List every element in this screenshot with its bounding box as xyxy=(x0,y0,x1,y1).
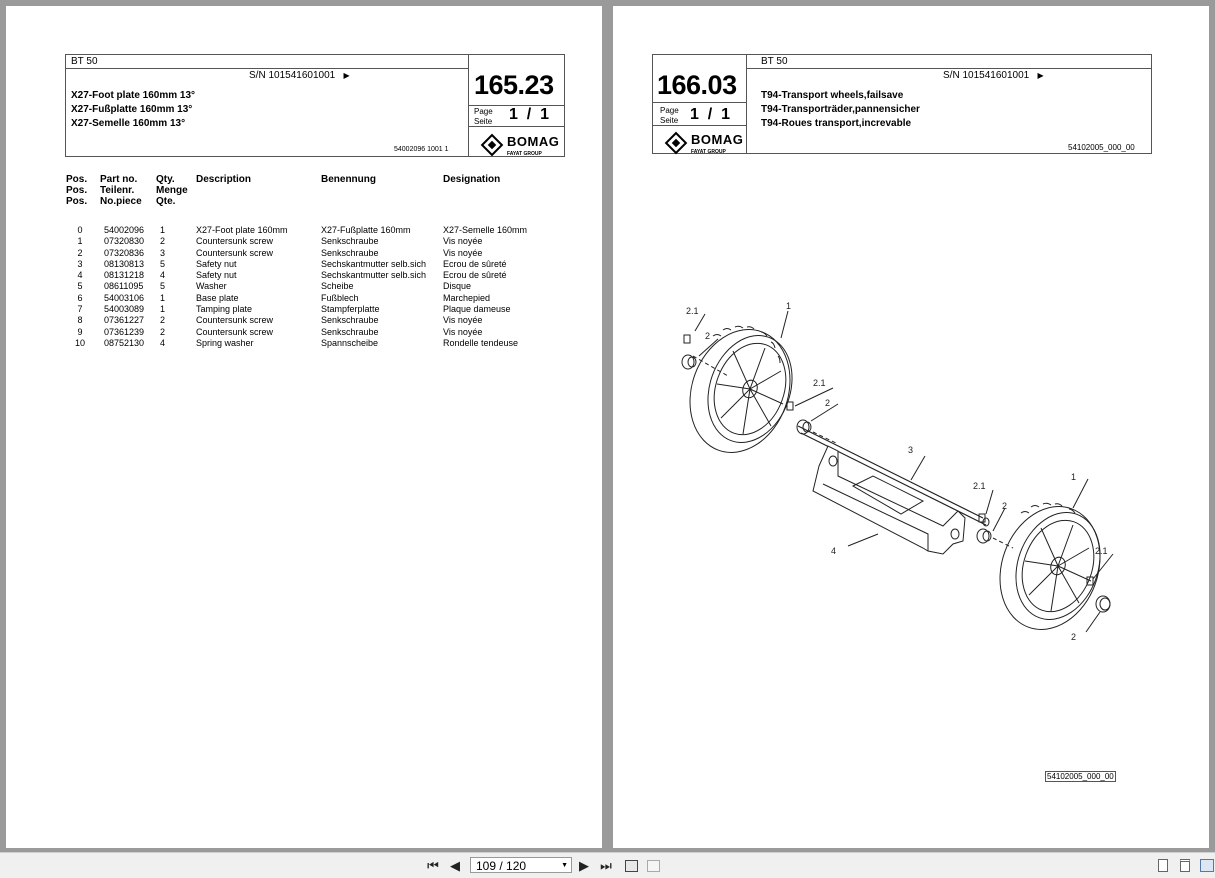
col-header-designation: Designation xyxy=(443,174,501,185)
go-forward-view-icon xyxy=(647,860,660,872)
title-de: X27-Fußplatte 160mm 13° xyxy=(71,104,193,115)
table-cell-fr: Disque xyxy=(443,281,472,292)
table-cell-pos: 8 xyxy=(77,315,83,326)
table-row xyxy=(68,315,543,326)
col-header-benennung: Benennung xyxy=(321,174,376,185)
table-cell-qty: 3 xyxy=(160,247,166,258)
callout-3: 3 xyxy=(908,445,914,455)
table-cell-desc: Countersunk screw xyxy=(196,315,274,326)
table-cell-part: 54003106 xyxy=(104,292,145,303)
table-cell-qty: 2 xyxy=(160,326,166,337)
table-row xyxy=(68,304,543,315)
callout-1: 1 xyxy=(1071,472,1077,482)
model-label: BT 50 xyxy=(761,56,788,67)
title-de: T94-Transporträder,pannensicher xyxy=(761,104,920,115)
page-number-input[interactable]: 109 / 120 ▼ xyxy=(470,857,572,873)
table-row xyxy=(68,270,543,281)
col-header-description: Description xyxy=(196,174,252,185)
table-cell-qty: 2 xyxy=(160,315,166,326)
table-cell-desc: Safety nut xyxy=(196,258,237,269)
bomag-diamond-icon xyxy=(665,132,688,155)
table-cell-de: Senkschraube xyxy=(321,247,379,258)
table-cell-qty: 5 xyxy=(160,281,166,292)
model-label: BT 50 xyxy=(71,56,98,67)
col-header-qty: Qty. Menge Qte. xyxy=(156,174,188,207)
table-row xyxy=(68,236,543,247)
table-row xyxy=(68,248,543,259)
table-cell-pos: 5 xyxy=(77,281,83,292)
callout-2-1: 2.1 xyxy=(686,306,699,316)
table-cell-part: 07361227 xyxy=(104,315,145,326)
table-cell-part: 54003089 xyxy=(104,304,145,315)
table-cell-desc: Countersunk screw xyxy=(196,236,274,247)
title-fr: X27-Semelle 160mm 13° xyxy=(71,118,186,129)
first-page-button[interactable] xyxy=(426,858,440,873)
table-cell-de: Sechskantmutter selb.sich xyxy=(321,270,427,281)
serial-number: S/N 101541601001 ▶ xyxy=(943,70,1044,81)
next-page-button[interactable] xyxy=(578,858,590,873)
table-cell-fr: X27-Semelle 160mm xyxy=(443,225,528,235)
bomag-diamond-icon xyxy=(481,134,504,157)
callout-2: 2 xyxy=(825,398,831,408)
table-cell-qty: 4 xyxy=(160,270,166,281)
bomag-logo: BOMAG FAYAT GROUP xyxy=(484,133,559,157)
table-cell-desc: Countersunk screw xyxy=(196,326,274,337)
table-cell-part: 07361239 xyxy=(104,326,145,337)
table-row xyxy=(68,338,543,349)
table-cell-desc: Washer xyxy=(196,281,227,292)
table-row xyxy=(68,281,543,292)
table-cell-fr: Vis noyée xyxy=(443,326,483,337)
two-page-view-icon[interactable] xyxy=(1200,859,1214,872)
callout-2: 2 xyxy=(1002,501,1008,511)
table-row xyxy=(68,293,543,304)
table-cell-de: Spannscheibe xyxy=(321,337,379,348)
table-cell-de: Senkschraube xyxy=(321,326,379,337)
table-cell-desc: Safety nut xyxy=(196,270,237,281)
title-en: X27-Foot plate 160mm 13° xyxy=(71,90,196,101)
go-forward-button[interactable] xyxy=(645,858,661,873)
table-cell-pos: 10 xyxy=(74,337,85,348)
callout-2-1: 2.1 xyxy=(1095,546,1108,556)
col-header-part: Part no. Teilenr. No.piece xyxy=(100,174,142,207)
table-cell-fr: Ecrou de sûreté xyxy=(443,270,507,281)
col-header-pos: Pos. Pos. Pos. xyxy=(66,174,88,207)
table-cell-pos: 0 xyxy=(77,225,83,235)
table-cell-desc: Base plate xyxy=(196,292,239,303)
table-cell-part: 07320830 xyxy=(104,236,145,247)
table-cell-part: 08131218 xyxy=(104,270,145,281)
callout-2-1: 2.1 xyxy=(813,378,826,388)
callout-1: 1 xyxy=(786,301,792,311)
title-fr: T94-Roues transport,increvable xyxy=(761,118,912,129)
previous-page-icon: ◀ xyxy=(450,857,460,873)
title-en: T94-Transport wheels,failsave xyxy=(761,90,904,101)
continuous-view-icon[interactable] xyxy=(1180,859,1190,872)
table-cell-pos: 2 xyxy=(77,247,83,258)
doc-number: 54002096 1001 1 xyxy=(394,146,449,153)
table-cell-qty: 2 xyxy=(160,236,166,247)
left-page xyxy=(6,6,602,848)
table-cell-pos: 7 xyxy=(77,304,83,315)
callout-2: 2 xyxy=(1071,632,1077,642)
table-cell-desc: Countersunk screw xyxy=(196,247,274,258)
table-row xyxy=(68,259,543,270)
table-cell-fr: Vis noyée xyxy=(443,247,483,258)
table-row xyxy=(68,327,543,338)
table-cell-part: 08611095 xyxy=(104,281,144,292)
table-cell-de: Scheibe xyxy=(321,281,354,292)
page-label: Page Seite xyxy=(474,107,493,126)
table-cell-fr: Ecrou de sûreté xyxy=(443,258,507,269)
table-cell-fr: Rondelle tendeuse xyxy=(443,337,519,348)
last-page-icon: ⏭ xyxy=(600,857,612,873)
table-cell-part: 08130813 xyxy=(104,258,145,269)
callout-2: 2 xyxy=(705,331,711,341)
group-number: 166.03 xyxy=(657,70,737,100)
table-cell-qty: 1 xyxy=(160,225,166,235)
table-cell-fr: Marchepied xyxy=(443,292,491,303)
table-cell-pos: 3 xyxy=(77,258,83,269)
table-cell-qty: 1 xyxy=(160,292,166,303)
table-row xyxy=(68,225,543,236)
previous-page-button[interactable] xyxy=(449,858,461,873)
arrow-right-icon: ▶ xyxy=(343,71,350,80)
bomag-logo: BOMAG FAYAT GROUP xyxy=(668,131,743,155)
table-cell-part: 54002096 xyxy=(104,225,145,235)
table-cell-pos: 9 xyxy=(77,326,83,337)
table-cell-fr: Plaque dameuse xyxy=(443,304,511,315)
page-count: 1 / 1 xyxy=(690,106,731,123)
table-cell-pos: 6 xyxy=(77,292,83,303)
table-cell-desc: Tamping plate xyxy=(196,304,253,315)
table-cell-de: Senkschraube xyxy=(321,315,379,326)
table-cell-qty: 1 xyxy=(160,304,166,315)
callout-4: 4 xyxy=(831,546,837,556)
table-cell-pos: 4 xyxy=(77,270,83,281)
table-cell-de: Senkschraube xyxy=(321,236,379,247)
callout-2-1: 2.1 xyxy=(973,481,986,491)
next-page-icon: ▶ xyxy=(579,857,589,873)
exploded-parts-drawing xyxy=(653,286,1153,656)
first-page-icon: ⏮ xyxy=(427,857,439,873)
table-cell-pos: 1 xyxy=(77,236,83,247)
table-cell-fr: Vis noyée xyxy=(443,315,483,326)
table-cell-qty: 4 xyxy=(160,337,166,348)
go-back-button[interactable] xyxy=(623,858,639,873)
arrow-right-icon: ▶ xyxy=(1037,71,1044,80)
viewer-toolbar xyxy=(0,852,1215,878)
table-cell-fr: Vis noyée xyxy=(443,236,483,247)
single-page-view-icon[interactable] xyxy=(1158,859,1168,872)
wheel-right xyxy=(983,492,1116,643)
table-cell-part: 07320836 xyxy=(104,247,145,258)
group-number: 165.23 xyxy=(474,70,554,100)
table-cell-desc: X27-Foot plate 160mm xyxy=(196,225,288,235)
table-cell-desc: Spring washer xyxy=(196,337,254,348)
drawing-id: 54102005_000_00 xyxy=(1047,772,1114,781)
last-page-button[interactable] xyxy=(599,858,613,873)
doc-number: 54102005_000_00 xyxy=(1068,143,1135,152)
table-cell-de: Sechskantmutter selb.sich xyxy=(321,258,427,269)
table-cell-de: Fußblech xyxy=(321,292,359,303)
table-cell-de: Stampferplatte xyxy=(321,304,380,315)
table-cell-part: 08752130 xyxy=(104,337,145,348)
parts-table xyxy=(68,225,543,349)
go-back-view-icon xyxy=(625,860,638,872)
wheel-left xyxy=(673,315,806,466)
right-page xyxy=(613,6,1209,848)
table-cell-de: X27-Fußplatte 160mm xyxy=(321,225,411,235)
base-plate xyxy=(813,446,965,554)
dropdown-arrow-icon: ▼ xyxy=(561,862,568,869)
serial-number: S/N 101541601001 ▶ xyxy=(249,70,350,81)
page-count: 1 / 1 xyxy=(509,106,550,123)
page-label: Page Seite xyxy=(660,106,679,125)
table-cell-qty: 5 xyxy=(160,258,166,269)
